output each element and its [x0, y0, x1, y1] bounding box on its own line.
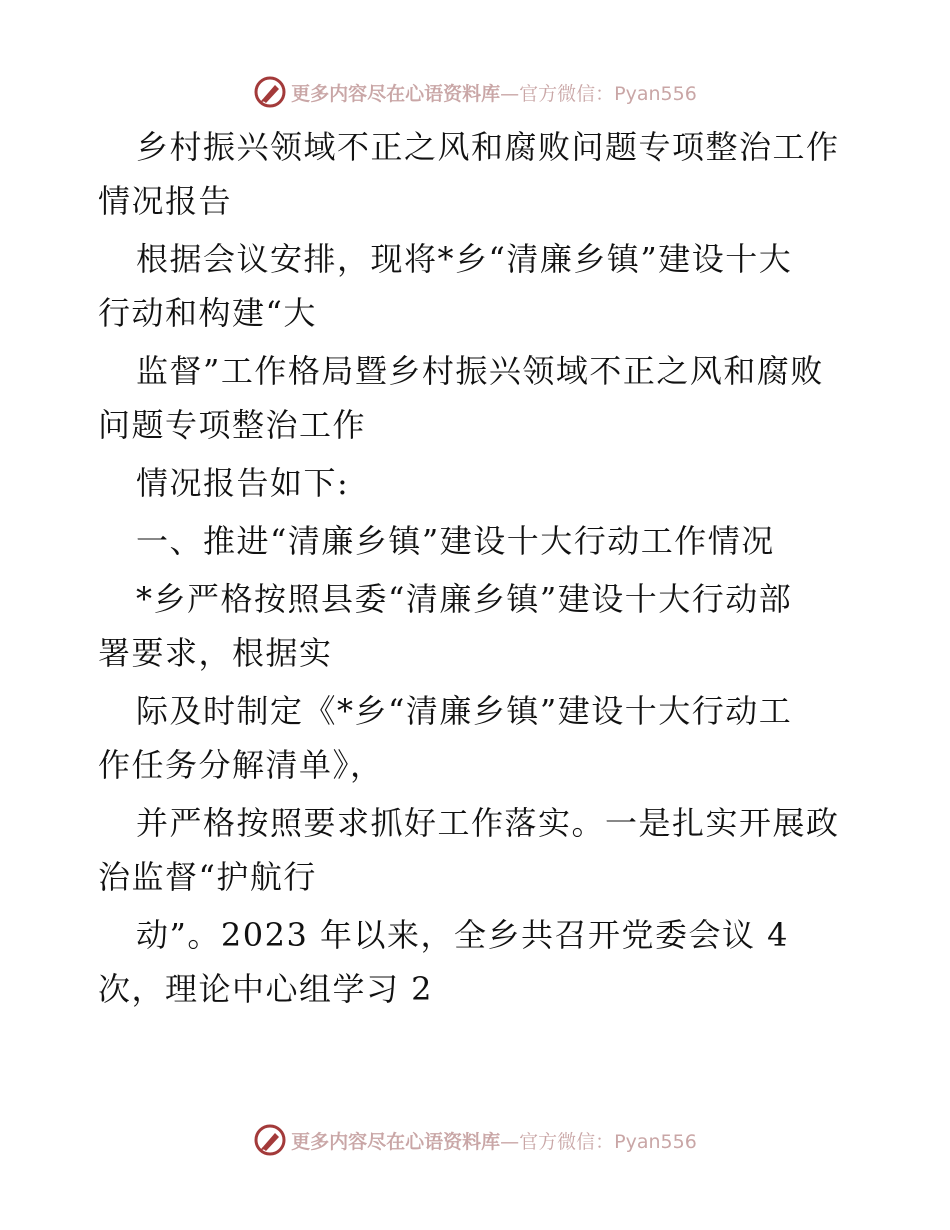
pen-nib-logo-icon: [253, 1123, 287, 1157]
pen-nib-logo-icon: [253, 75, 287, 109]
doc-title-line-1: 乡村振兴领域不正之风和腐败问题专项整治工作: [136, 128, 840, 166]
doc-title-line-2: 情况报告: [98, 182, 233, 220]
paragraph-line: 署要求，根据实: [98, 634, 333, 672]
footer-watermark: [0, 1120, 950, 1160]
watermark-sub-text: —官方微信：Pyan556: [500, 82, 697, 105]
paragraph-line: 动”。2023 年以来，全乡共召开党委会议 4: [136, 916, 790, 954]
document-body: [98, 120, 858, 1016]
paragraph-line: 情况报告如下:: [136, 464, 350, 502]
watermark-sub-text: —官方微信：Pyan556: [500, 1130, 697, 1153]
watermark-main-text: 更多内容尽在心语资料库: [291, 1130, 501, 1153]
paragraph-line: 根据会议安排，现将*乡“清廉乡镇”建设十大: [136, 240, 793, 278]
paragraph-line: 次，理论中心组学习 2: [98, 970, 434, 1008]
paragraph-line: 治监督“护航行: [98, 858, 317, 896]
paragraph-line: 际及时制定《*乡“清廉乡镇”建设十大行动工: [136, 692, 793, 730]
watermark-main-text: 更多内容尽在心语资料库: [291, 82, 501, 105]
paragraph-line: 监督”工作格局暨乡村振兴领域不正之风和腐败: [136, 352, 824, 390]
paragraph-line: 问题专项整治工作: [98, 406, 367, 444]
header-watermark: [0, 72, 950, 112]
section-heading: 一、推进“清廉乡镇”建设十大行动工作情况: [136, 522, 775, 560]
paragraph-line: 并严格按照要求抓好工作落实。一是扎实开展政: [136, 804, 840, 842]
paragraph-line: 行动和构建“大: [98, 294, 317, 332]
paragraph-line: *乡严格按照县委“清廉乡镇”建设十大行动部: [136, 580, 793, 618]
paragraph-line: 作任务分解清单》，: [98, 746, 384, 784]
